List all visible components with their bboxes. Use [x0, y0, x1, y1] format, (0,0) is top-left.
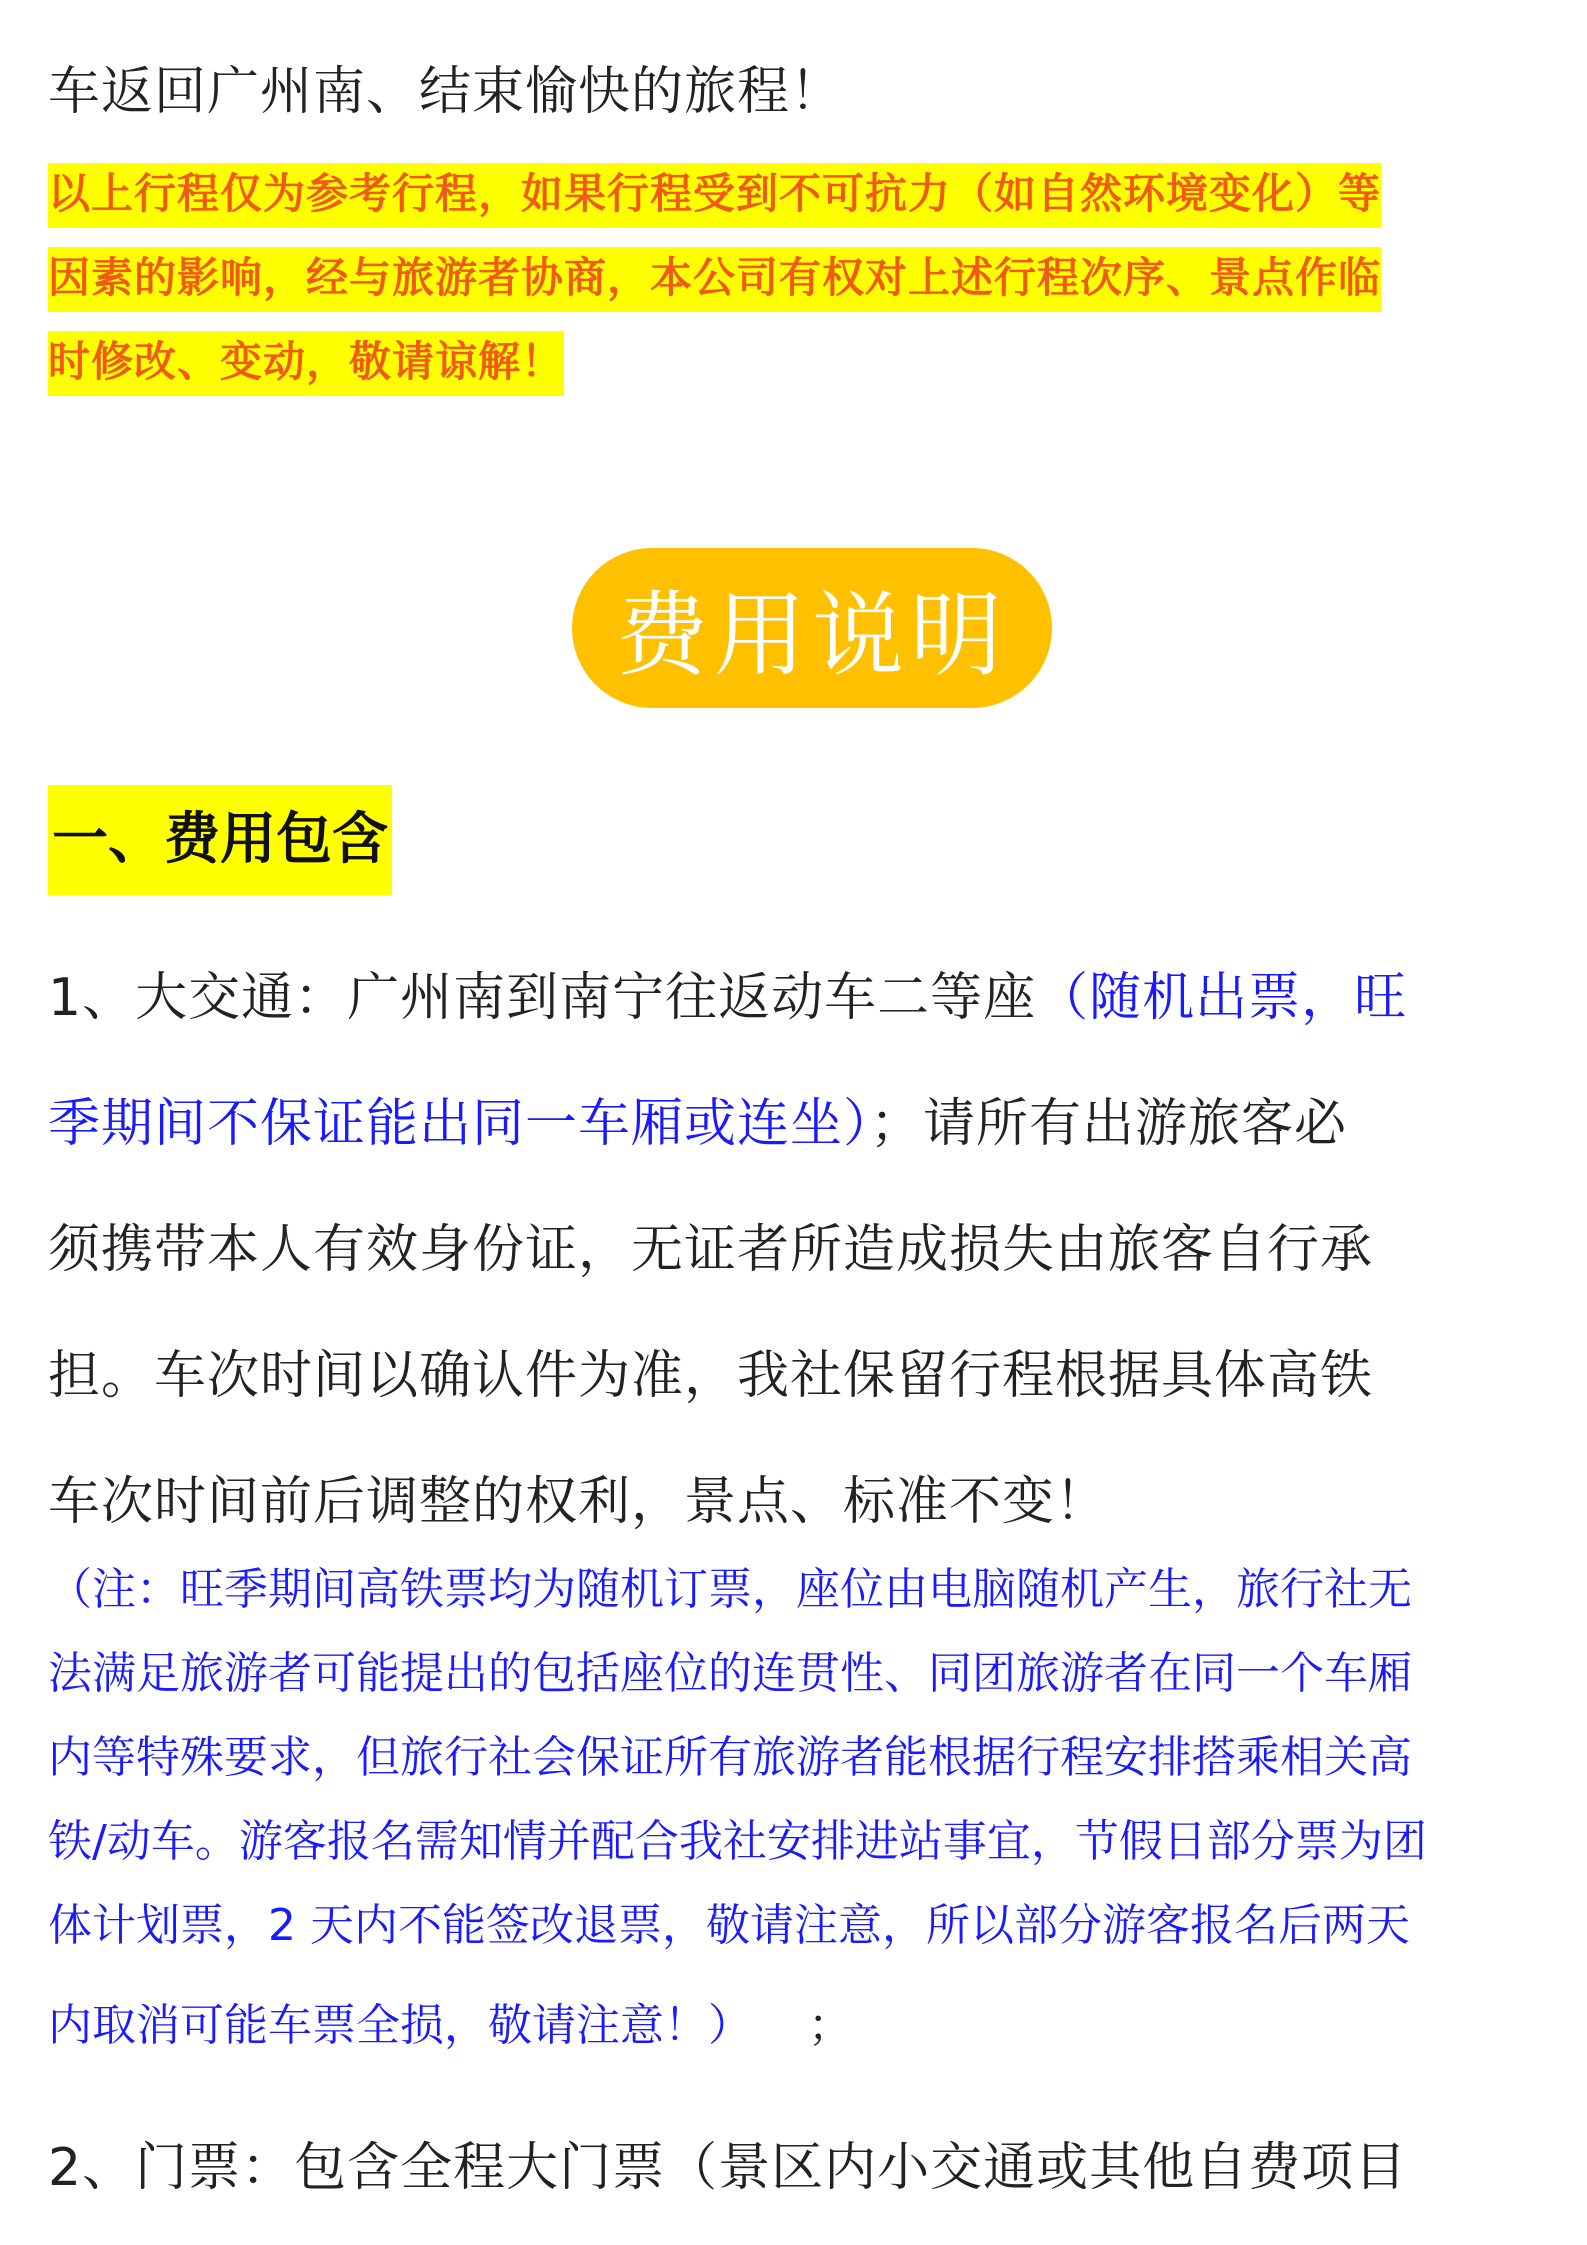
notice-line: 因素的影响，经与旅游者协商，本公司有权对上述行程次序、景点作临	[48, 236, 1548, 320]
section-title-badge	[572, 548, 1052, 708]
note-text: 内取消可能车票全损，敬请注意！）	[48, 2000, 752, 2051]
paragraph-line: 担。车次时间以确认件为准，我社保留行程根据具体高铁	[48, 1346, 1374, 1406]
paragraph-text: ；请所有出游旅客必	[870, 1094, 1348, 1154]
paragraph-line: 须携带本人有效身份证，无证者所造成损失由旅客自行承	[48, 1220, 1374, 1280]
highlight-text: （随机出票，旺	[1036, 968, 1408, 1028]
highlight-text: 季期间不保证能出同一车厢或连坐）	[48, 1094, 871, 1154]
note-line: 法满足旅游者可能提出的包括座位的连贯性、同团旅游者在同一个车厢	[48, 1648, 1412, 1699]
paragraph-line	[48, 935, 1548, 1061]
transport-item	[48, 935, 1548, 1565]
note-tail: ；	[807, 2000, 852, 2051]
note-line: 铁/动车。游客报名需知情并配合我社安排进站事宜，节假日部分票为团	[48, 1816, 1427, 1867]
note-line: （注：旺季期间高铁票均为随机订票，座位由电脑随机产生，旅行社无	[48, 1564, 1412, 1615]
itinerary-notice	[48, 152, 1548, 404]
paragraph-line: 车次时间前后调整的权利，景点、标准不变！	[48, 1472, 1109, 1532]
ticket-note	[48, 1548, 1548, 2084]
section-title: 费用说明	[615, 582, 1008, 689]
notice-line: 时修改、变动，敬请谅解！	[48, 320, 1548, 404]
notice-line: 以上行程仅为参考行程，如果行程受到不可抗力（如自然环境变化）等	[48, 152, 1548, 236]
itinerary-end-line: 车返回广州南、结束愉快的旅程！	[48, 62, 844, 122]
tickets-item: 2、门票：包含全程大门票（景区内小交通或其他自费项目	[48, 2138, 1408, 2198]
note-line: 内等特殊要求，但旅行社会保证所有旅游者能根据行程安排搭乘相关高	[48, 1732, 1412, 1783]
paragraph-line	[48, 1061, 1548, 1187]
note-line: 体计划票，2 天内不能签改退票，敬请注意，所以部分游客报名后两天	[48, 1900, 1410, 1951]
note-line	[48, 1968, 1548, 2084]
paragraph-text: 1、大交通：广州南到南宁往返动车二等座	[48, 968, 1037, 1028]
subsection-heading: 一、费用包含	[48, 785, 392, 895]
